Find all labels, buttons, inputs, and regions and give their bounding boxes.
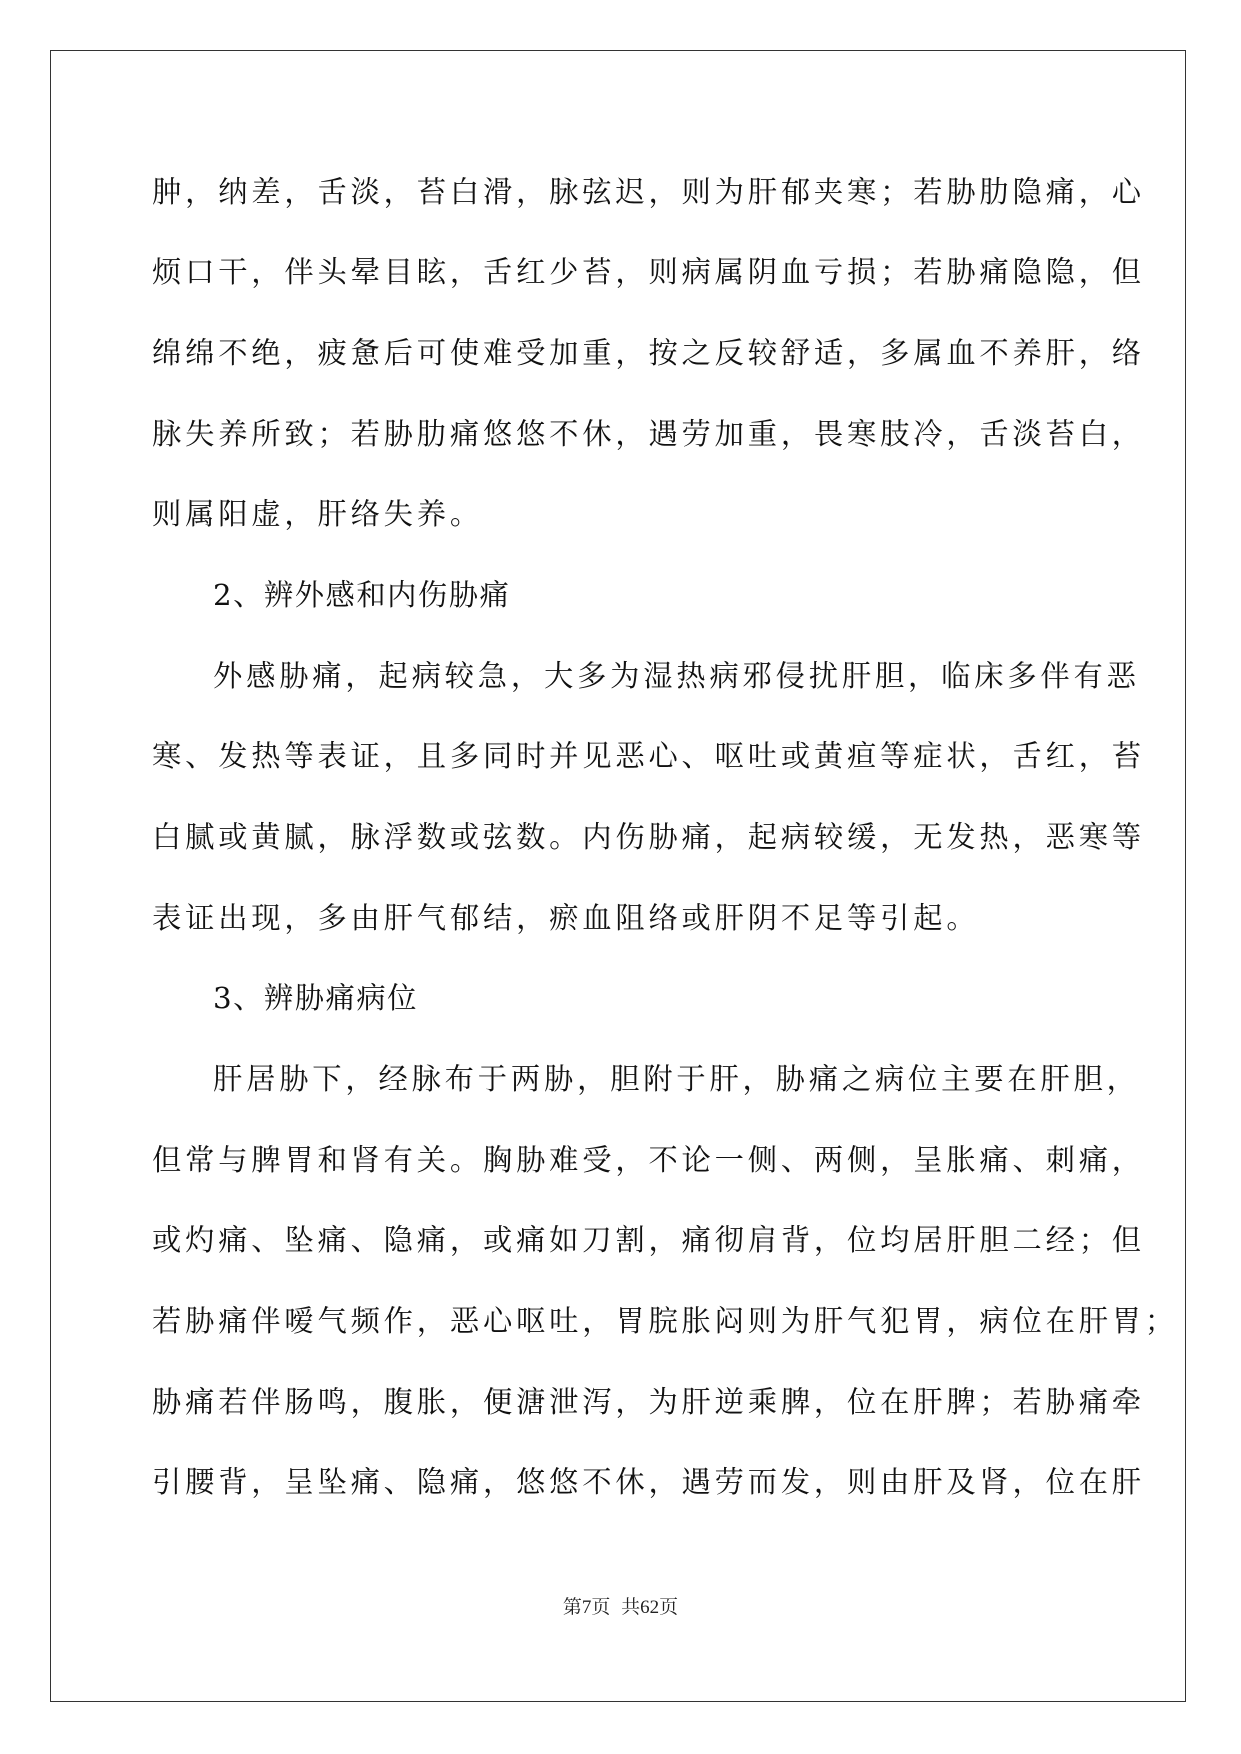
body-line: 则属阳虚，肝络失养。 <box>152 497 483 531</box>
page-footer <box>0 1592 1241 1619</box>
page-border <box>50 50 1186 1702</box>
body-line: 若胁痛伴嗳气频作，恶心呕吐，胃脘胀闷则为肝气犯胃，病位在肝胃； <box>152 1304 1179 1338</box>
body-line: 寒、发热等表证，且多同时并见恶心、呕吐或黄疸等症状，舌红，苔 <box>152 739 1145 773</box>
body-line: 表证出现，多由肝气郁结，瘀血阻络或肝阴不足等引起。 <box>152 901 980 935</box>
body-line: 外感胁痛，起病较急，大多为湿热病邪侵扰肝胆，临床多伴有恶 <box>213 659 1140 693</box>
body-line: 肿，纳差，舌淡，苔白滑，脉弦迟，则为肝郁夹寒；若胁肋隐痛，心 <box>152 175 1145 209</box>
section-heading: 2、辨外感和内伤胁痛 <box>213 578 511 612</box>
body-line: 脉失养所致；若胁肋痛悠悠不休，遇劳加重，畏寒肢冷，舌淡苔白， <box>152 417 1145 451</box>
body-line: 绵绵不绝，疲惫后可使难受加重，按之反较舒适，多属血不养肝，络 <box>152 336 1145 370</box>
page-total: 共62页 <box>621 1597 679 1618</box>
body-line: 或灼痛、坠痛、隐痛，或痛如刀割，痛彻肩背，位均居肝胆二经；但 <box>152 1223 1145 1257</box>
body-line: 胁痛若伴肠鸣，腹胀，便溏泄泻，为肝逆乘脾，位在肝脾；若胁痛牵 <box>152 1385 1145 1419</box>
body-line: 引腰背，呈坠痛、隐痛，悠悠不休，遇劳而发，则由肝及肾，位在肝 <box>152 1465 1145 1499</box>
body-line: 但常与脾胃和肾有关。胸胁难受，不论一侧、两侧，呈胀痛、刺痛， <box>152 1143 1145 1177</box>
page-number: 第7页 <box>562 1597 611 1618</box>
section-heading: 3、辨胁痛病位 <box>213 981 418 1015</box>
body-line: 肝居胁下，经脉布于两胁，胆附于肝，胁痛之病位主要在肝胆， <box>213 1062 1140 1096</box>
body-line: 烦口干，伴头晕目眩，舌红少苔，则病属阴血亏损；若胁痛隐隐，但 <box>152 255 1145 289</box>
body-line: 白腻或黄腻，脉浮数或弦数。内伤胁痛，起病较缓，无发热，恶寒等 <box>152 820 1145 854</box>
